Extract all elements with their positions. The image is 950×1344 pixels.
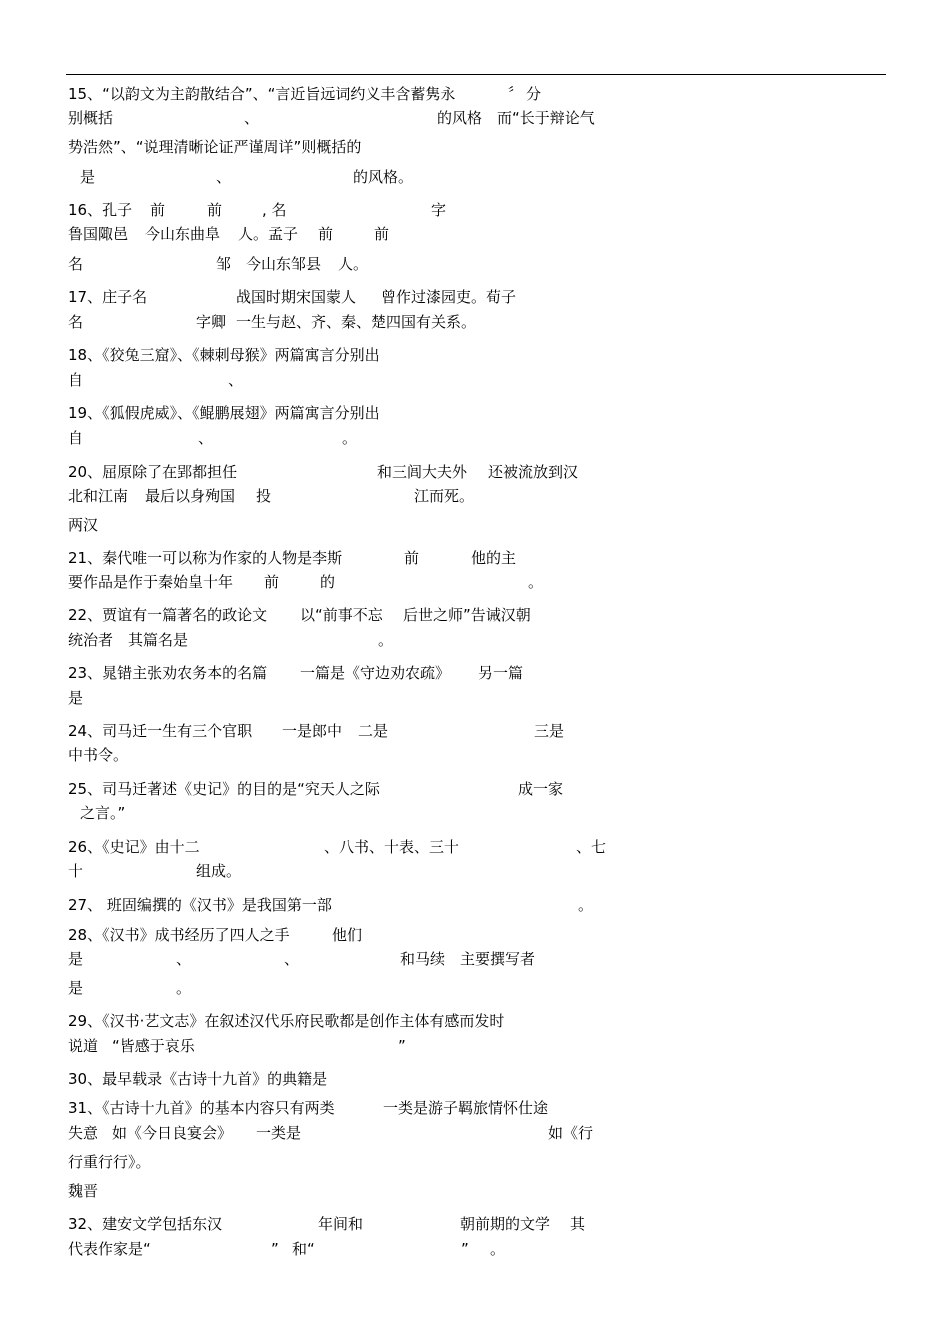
text-segment: 鲁国陬邑	[68, 225, 129, 243]
text-segment: 是	[68, 950, 84, 968]
text-segment: 的风格。	[353, 168, 414, 186]
text-segment: 一类是游子羁旅情怀仕途	[383, 1099, 549, 1117]
text-segment: 20、屈原除了在郢都担任	[68, 463, 238, 481]
text-segment: 别概括	[68, 109, 114, 127]
text-segment: 28、《汉书》成书经历了四人之手	[68, 926, 290, 944]
text-segment: 、	[228, 371, 244, 389]
text-segment: 他的主	[471, 549, 517, 567]
text-segment: 是	[68, 689, 84, 707]
text-segment: 24、司马迁一生有三个官职	[68, 722, 253, 740]
text-segment: ”	[461, 1240, 469, 1258]
text-segment: 如《今日良宴会》	[112, 1124, 233, 1142]
text-segment: 前	[150, 201, 166, 219]
text-segment: 失意	[68, 1124, 99, 1142]
text-segment: 朝前期的文学	[460, 1215, 551, 1233]
text-segment: ”	[271, 1240, 279, 1258]
text-segment: 一是郎中	[282, 722, 343, 740]
text-segment: 和马续	[400, 950, 446, 968]
text-segment: 江而死。	[414, 487, 475, 505]
text-segment: 31、《古诗十九首》的基本内容只有两类	[68, 1099, 335, 1117]
text-segment: 。	[176, 979, 192, 997]
text-segment: 、	[216, 168, 232, 186]
text-segment: 最后以身殉国	[145, 487, 236, 505]
text-segment: , 名	[262, 201, 287, 219]
text-segment: 两汉	[68, 516, 99, 534]
text-segment: 后世之师”告诫汉朝	[403, 606, 531, 624]
text-segment: 22、贾谊有一篇著名的政论文	[68, 606, 268, 624]
text-segment: 、八书、十表、三十	[324, 838, 460, 856]
text-segment: 、	[244, 109, 260, 127]
text-segment: 其篇名是	[128, 631, 189, 649]
text-segment: 21、秦代唯一可以称为作家的人物是李斯	[68, 549, 343, 567]
text-segment: 而“长于辩论气	[497, 109, 595, 127]
text-segment: 战国时期宋国蒙人	[236, 288, 357, 306]
text-segment: 、	[284, 950, 300, 968]
text-segment: 字	[431, 201, 447, 219]
text-segment: 名	[68, 313, 84, 331]
text-segment: 曾作过漆园吏。荀子	[381, 288, 517, 306]
text-segment: 之言。”	[80, 804, 126, 822]
text-segment: 23、晁错主张劝农务本的名篇	[68, 664, 268, 682]
text-segment: 十	[68, 862, 84, 880]
text-segment: 前	[374, 225, 390, 243]
text-segment: 是	[68, 979, 84, 997]
text-segment: 邹	[216, 255, 232, 273]
text-segment: 人。孟子	[238, 225, 299, 243]
text-segment: 的	[320, 573, 336, 591]
text-segment: 代表作家是“	[68, 1240, 151, 1258]
text-segment: 一篇是《守边劝农疏》	[300, 664, 451, 682]
text-segment: 自	[68, 371, 84, 389]
text-segment: 二是	[358, 722, 389, 740]
text-segment: 成一家	[518, 780, 564, 798]
text-segment: 主要撰写者	[460, 950, 536, 968]
text-segment: 分	[526, 85, 542, 103]
text-segment: 是	[80, 168, 96, 186]
text-segment: 。	[490, 1240, 506, 1258]
text-segment: 25、司马迁著述《史记》的目的是“究天人之际	[68, 780, 380, 798]
text-segment: 前	[207, 201, 223, 219]
text-segment: 今山东邹县	[246, 255, 322, 273]
text-segment: 19、《狐假虎威》、《鲲鹏展翅》两篇寓言分别出	[68, 404, 380, 422]
text-segment: ”	[398, 1037, 406, 1055]
text-segment: 其	[570, 1215, 586, 1233]
text-segment: 的风格	[437, 109, 483, 127]
text-segment: 三是	[534, 722, 565, 740]
text-segment: 中书令。	[68, 746, 129, 764]
text-segment: 前	[318, 225, 334, 243]
text-segment: 人。	[338, 255, 369, 273]
text-segment: 今山东曲阜	[145, 225, 221, 243]
text-segment: 27、 班固编撰的《汉书》是我国第一部	[68, 896, 332, 914]
text-segment: 势浩然”、“说理清晰论证严谨周详”则概括的	[68, 138, 362, 156]
text-segment: 北和江南	[68, 487, 129, 505]
text-segment: 他们	[332, 926, 363, 944]
text-segment: 。	[342, 429, 358, 447]
text-segment: 字卿	[196, 313, 227, 331]
text-segment: 一生与赵、齐、秦、楚四国有关系。	[236, 313, 477, 331]
text-segment: 18、《狡兔三窟》、《棘刺母猴》两篇寓言分别出	[68, 346, 380, 364]
text-segment: 自	[68, 429, 84, 447]
text-segment: 投	[256, 487, 272, 505]
text-segment: 年间和	[318, 1215, 364, 1233]
text-segment: 名	[68, 255, 84, 273]
text-segment: 、	[176, 950, 192, 968]
text-segment: 以“前事不忘	[300, 606, 383, 624]
text-segment: 29、《汉书·艺文志》在叙述汉代乐府民歌都是创作主体有感而发时	[68, 1012, 505, 1030]
text-segment: 16、孔子	[68, 201, 133, 219]
text-segment: 组成。	[196, 862, 242, 880]
text-segment: 。	[578, 896, 594, 914]
text-segment: 说道	[68, 1037, 99, 1055]
text-segment: 另一篇	[478, 664, 524, 682]
text-segment: 〞	[508, 85, 524, 103]
text-segment: 还被流放到汉	[488, 463, 579, 481]
text-segment: 。	[528, 573, 544, 591]
text-segment: 一类是	[256, 1124, 302, 1142]
text-segment: 要作品是作于秦始皇十年	[68, 573, 234, 591]
text-segment: 前	[404, 549, 420, 567]
text-segment: 32、建安文学包括东汉	[68, 1215, 223, 1233]
header-rule	[66, 74, 886, 75]
text-segment: 30、最早载录《古诗十九首》的典籍是	[68, 1070, 328, 1088]
text-segment: 和三闾大夫外	[377, 463, 468, 481]
text-segment: 和“	[292, 1240, 315, 1258]
text-segment: 如《行	[548, 1124, 594, 1142]
text-segment: 、	[198, 429, 214, 447]
text-segment: 17、庄子名	[68, 288, 148, 306]
text-segment: 统治者	[68, 631, 114, 649]
text-segment: 行重行行》。	[68, 1153, 151, 1171]
text-segment: 26、《史记》由十二	[68, 838, 200, 856]
text-segment: 、七	[576, 838, 607, 856]
text-segment: “皆感于哀乐	[112, 1037, 195, 1055]
text-segment: 。	[378, 631, 394, 649]
text-segment: 前	[264, 573, 280, 591]
text-segment: 15、“以韵文为主韵散结合”、“言近旨远词约义丰含蓄隽永	[68, 85, 456, 103]
text-segment: 魏晋	[68, 1182, 99, 1200]
